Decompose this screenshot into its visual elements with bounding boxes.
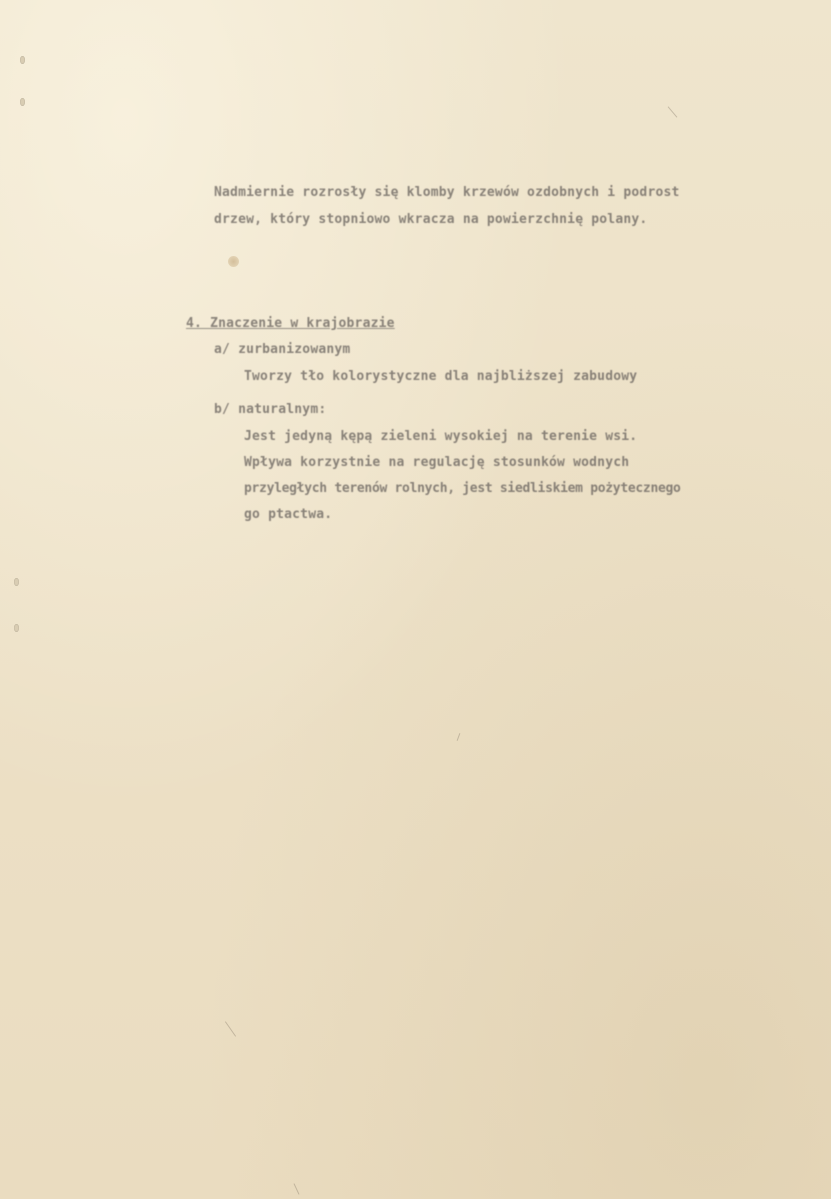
- item-a-label: a/ zurbanizowanym: [214, 342, 351, 357]
- paper-scratch: [457, 733, 461, 741]
- punch-hole-mark: [14, 624, 19, 632]
- item-b-line-1: Jest jedyną kępą zieleni wysokiej na terenie wsi.: [244, 429, 638, 444]
- punch-hole-mark: [20, 98, 25, 106]
- paper-stain: [228, 256, 239, 267]
- punch-hole-mark: [14, 578, 19, 586]
- paper-scratch: [225, 1021, 236, 1036]
- item-b-line-2: Wpływa korzystnie na regulację stosunków wodnych: [244, 455, 630, 470]
- item-a-text: Tworzy tło kolorystyczne dla najbliższej zabudowy: [244, 369, 638, 384]
- section-heading: 4. Znaczenie w krajobrazie: [186, 316, 395, 331]
- intro-line-2: drzew, który stopniowo wkracza na powierzchnię polany.: [214, 212, 648, 227]
- item-b-line-3: przyległych terenów rolnych, jest siedliskiem pożytecznego: [244, 481, 681, 496]
- intro-line-1: Nadmiernie rozrosły się klomby krzewów ozdobnych i podrost: [214, 185, 680, 200]
- item-b-label: b/ naturalnym:: [214, 402, 327, 417]
- paper-scratch: [668, 106, 678, 117]
- item-b-line-4: go ptactwa.: [244, 507, 333, 522]
- punch-hole-mark: [20, 56, 25, 64]
- paper-scratch: [294, 1183, 300, 1194]
